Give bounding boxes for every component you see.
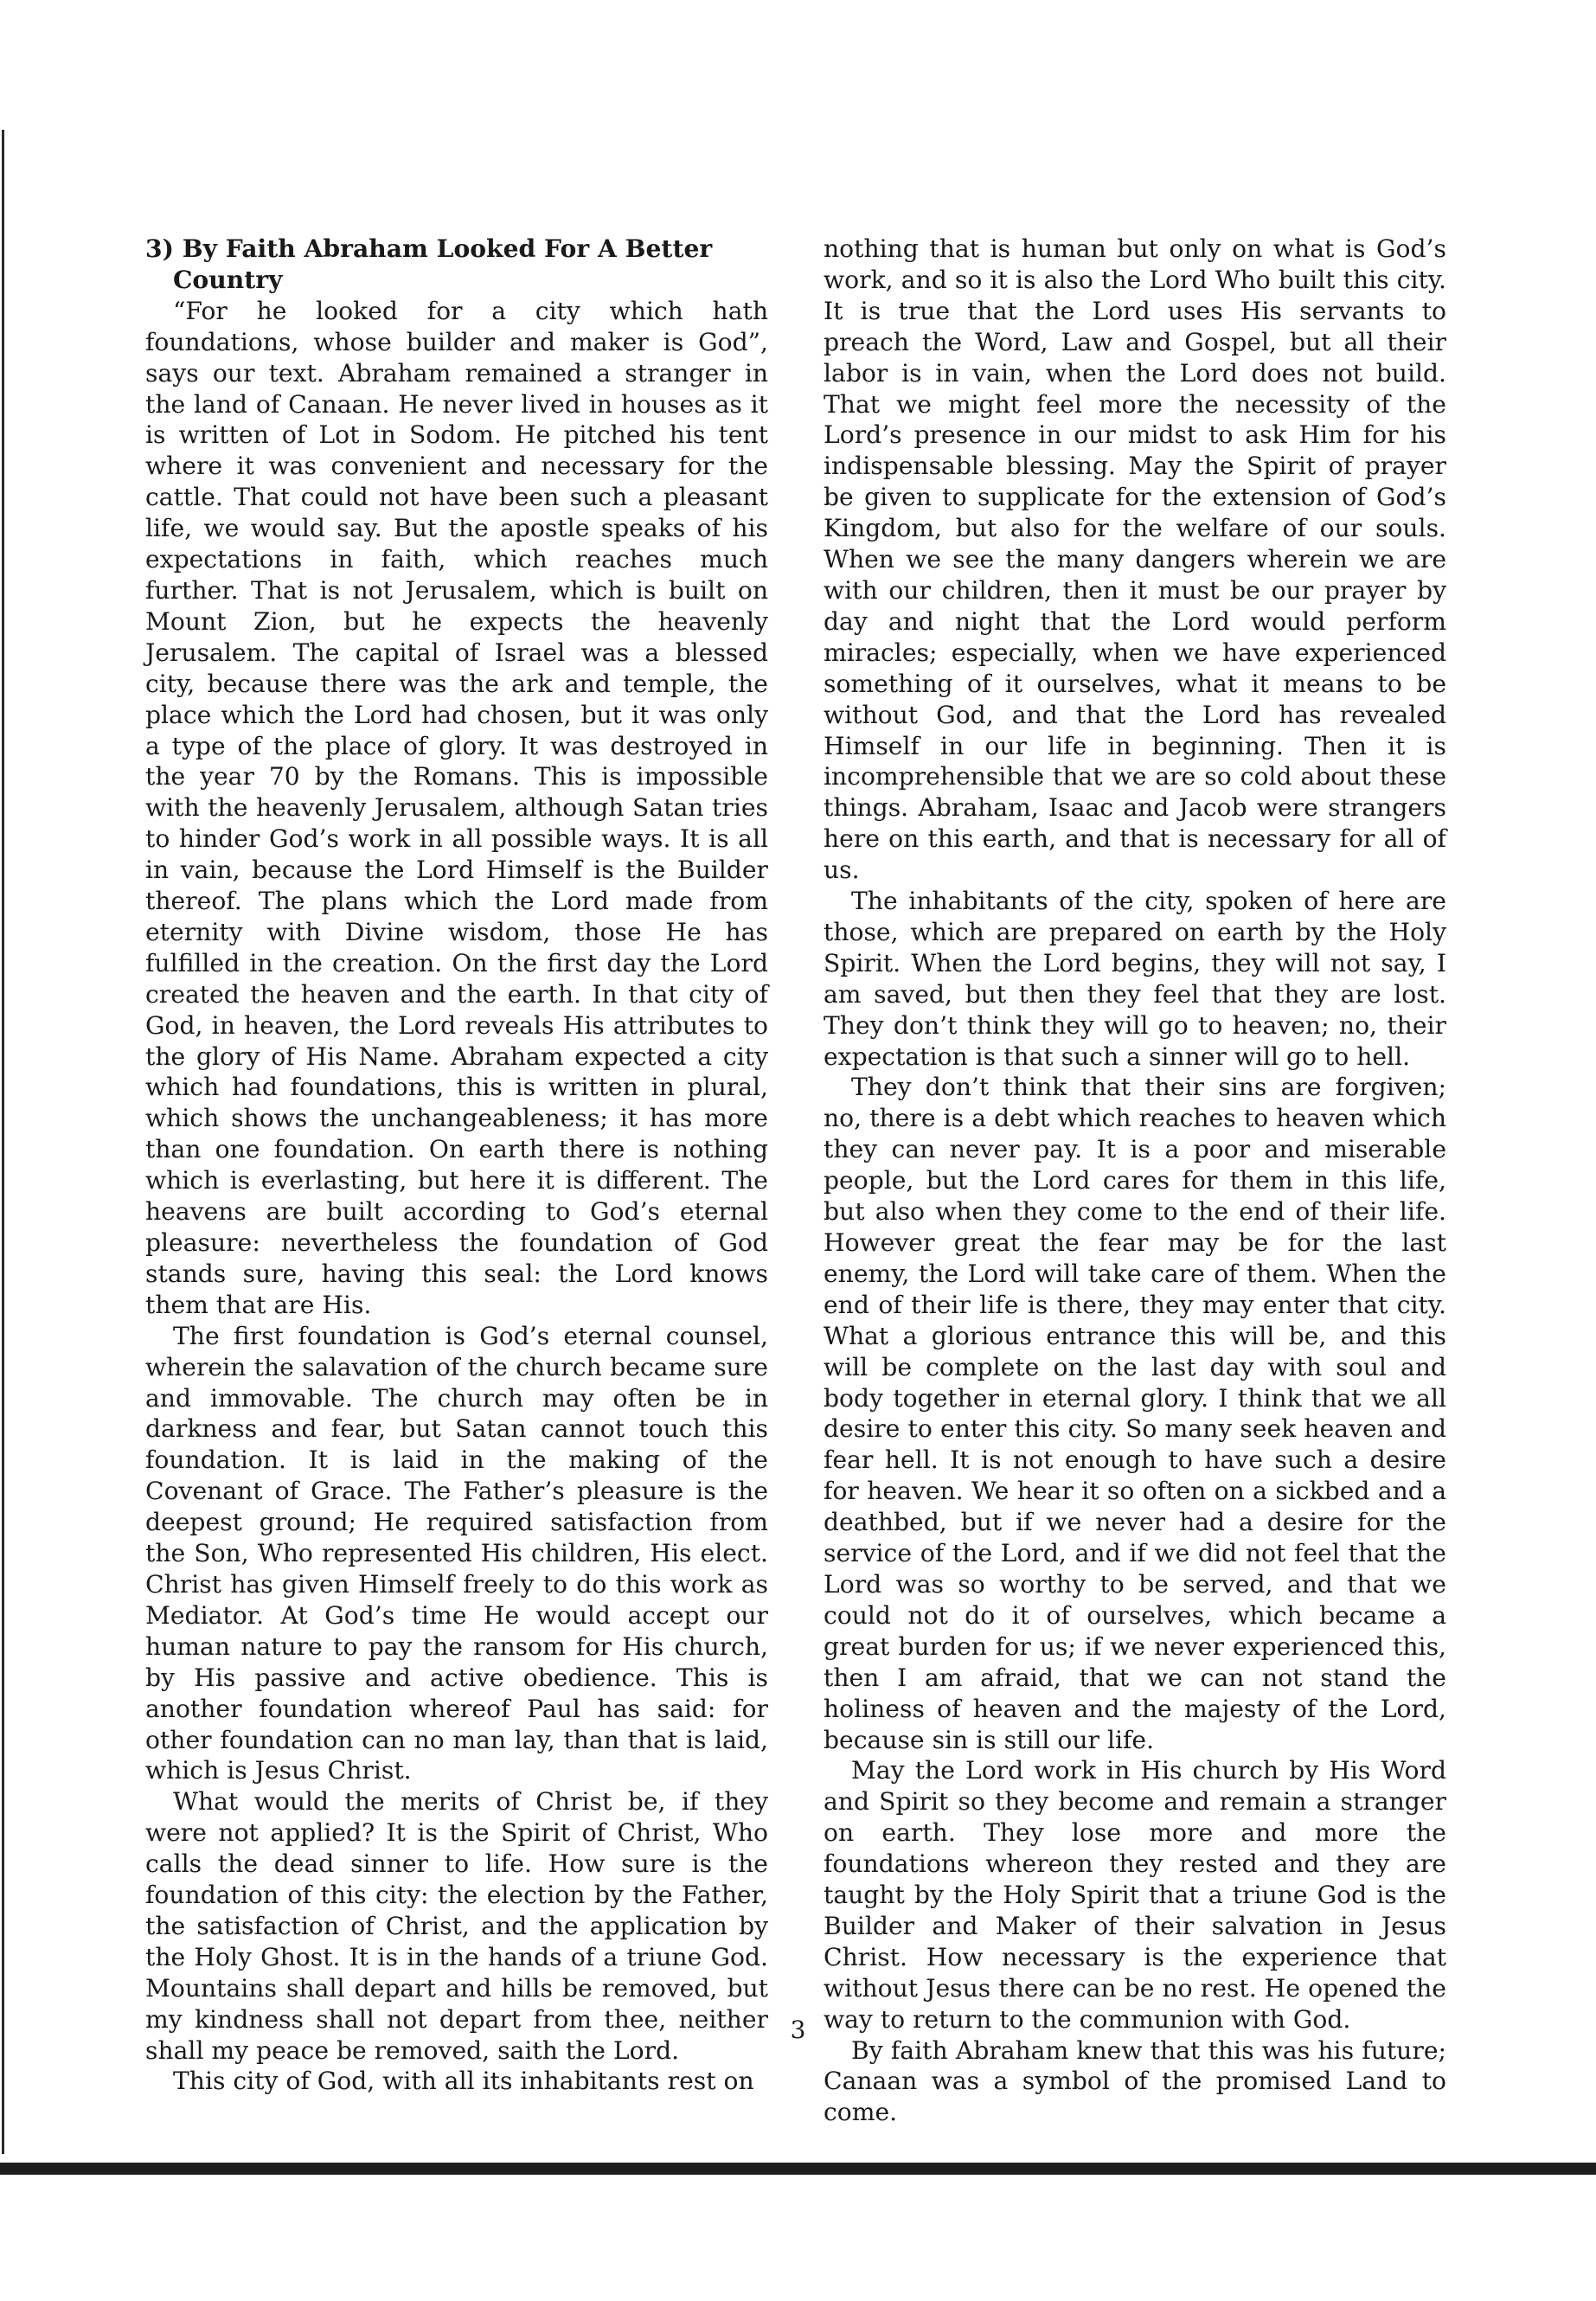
- paragraph: This city of God, with all its inhabitants rest on: [173, 2067, 754, 2096]
- page-number: 3: [790, 2016, 806, 2044]
- paragraph: What would the merits of Christ be, if they were not applied? It is the Spirit of Christ, Who calls the dead sinner to life. How sure is the foundation of this city: the election by the Father, the satisfaction of Christ, and the application by the Holy Ghost. It is in the hands of a triune God. Mountains shall depart and hills be removed, but my kindness shall not depart from thee, neither shall my peace be removed, saith the Lord.: [145, 1787, 768, 2065]
- section-heading: 3) By Faith Abraham Looked For A Better Country: [145, 234, 713, 294]
- paragraph: The first foundation is God’s eternal counsel, wherein the salavation of the church became sure and immovable. The church may often be in darkness and fear, but Satan cannot touch this foundation. It is laid in the making of the Covenant of Grace. The Father’s pleasure is the deepest ground; He required satisfaction from the Son, Who represented His children, His elect. Christ has given Himself freely to do this work as Mediator. At God’s time He would accept our human nature to pay the ransom for His church, by His passive and active obedience. This is another foundation whereof Paul has said: for other foundation can no man lay, than that is laid, which is Jesus Christ.: [145, 1321, 768, 1785]
- left-column: [145, 234, 768, 2097]
- paragraph: The inhabitants of the city, spoken of here are those, which are prepared on earth by the Holy Spirit. When the Lord begins, they will not say, I am saved, but then they feel that they are lost. They don’t think they will go to heaven; no, their expectation is that such a sinner will go to hell.: [824, 887, 1446, 1071]
- paragraph: By faith Abraham knew that this was his future; Canaan was a symbol of the promised Land to come.: [824, 2035, 1446, 2127]
- scan-edge-bottom: [0, 2163, 1596, 2175]
- paragraph: They don’t think that their sins are forgiven; no, there is a debt which reaches to heaven which they can never pay. It is a poor and miserable people, but the Lord cares for them in this life, but also when they come to the end of their life. However great the fear may be for the last enemy, the Lord will take care of them. When the end of their life is there, they may enter that city. What a glorious entrance this will be, and this will be complete on the last day with soul and body together in eternal glory. I think that we all desire to enter this city. So many seek heaven and fear hell. It is not enough to have such a desire for heaven. We hear it so often on a sickbed and a deathbed, but if we never had a desire for the service of the Lord, and if we did not feel that the Lord was so worthy to be served, and that we could not do it of ourselves, which became a great burden for us; if we never experienced this, then I am afraid, that we can not stand the holiness of heaven and the majesty of the Lord, because sin is still our life.: [824, 1073, 1446, 1754]
- paragraph: May the Lord work in His church by His Word and Spirit so they become and remain a stranger on earth. They lose more and more the foundations whereon they rested and they are taught by the Holy Spirit that a triune God is the Builder and Maker of their salvation in Jesus Christ. How necessary is the experience that without Jesus there can be no rest. He opened the way to return to the communion with God.: [824, 1756, 1446, 2034]
- paragraph: “For he looked for a city which hath foundations, whose builder and maker is God”, says our text. Abraham remained a stranger in the land of Canaan. He never lived in houses as it is written of Lot in Sodom. He pitched his tent where it was convenient and necessary for the cattle. That could not have been such a pleasant life, we would say. But the apostle speaks of his expectations in faith, which reaches much further. That is not Jerusalem, which is built on Mount Zion, but he expects the heavenly Jerusalem. The capital of Israel was a blessed city, because there was the ark and temple, the place which the Lord had chosen, but it was only a type of the place of glory. It was destroyed in the year 70 by the Romans. This is impossible with the heavenly Jerusalem, although Satan tries to hinder God’s work in all possible ways. It is all in vain, because the Lord Himself is the Builder thereof. The plans which the Lord made from eternity with Divine wisdom, those He has fulfilled in the creation. On the first day the Lord created the heaven and the earth. In that city of God, in heaven, the Lord reveals His attributes to the glory of His Name. Abraham expected a city which had foundations, this is written in plural, which shows the unchangeableness; it has more than one foundation. On earth there is nothing which is everlasting, but here it is different. The heavens are built according to God’s eternal pleasure: nevertheless the foundation of God stands sure, having this seal: the Lord knows them that are His.: [145, 296, 768, 1319]
- paragraph: nothing that is human but only on what is God’s work, and so it is also the Lord Who built this city. It is true that the Lord uses His servants to preach the Word, Law and Gospel, but all their labor is in vain, when the Lord does not build. That we might feel more the necessity of the Lord’s presence in our midst to ask Him for his indispensable blessing. May the Spirit of prayer be given to supplicate for the extension of God’s Kingdom, but also for the welfare of our souls. When we see the many dangers wherein we are with our children, then it must be our prayer by day and night that the Lord would perform miracles; especially, when we have experienced something of it ourselves, what it means to be without God, and that the Lord has revealed Himself in our life in beginning. Then it is incomprehensible that we are so cold about these things. Abraham, Isaac and Jacob were strangers here on this earth, and that is necessary for all of us.: [824, 234, 1446, 885]
- scan-edge-left: [2, 130, 4, 2154]
- right-column: [824, 234, 1446, 2128]
